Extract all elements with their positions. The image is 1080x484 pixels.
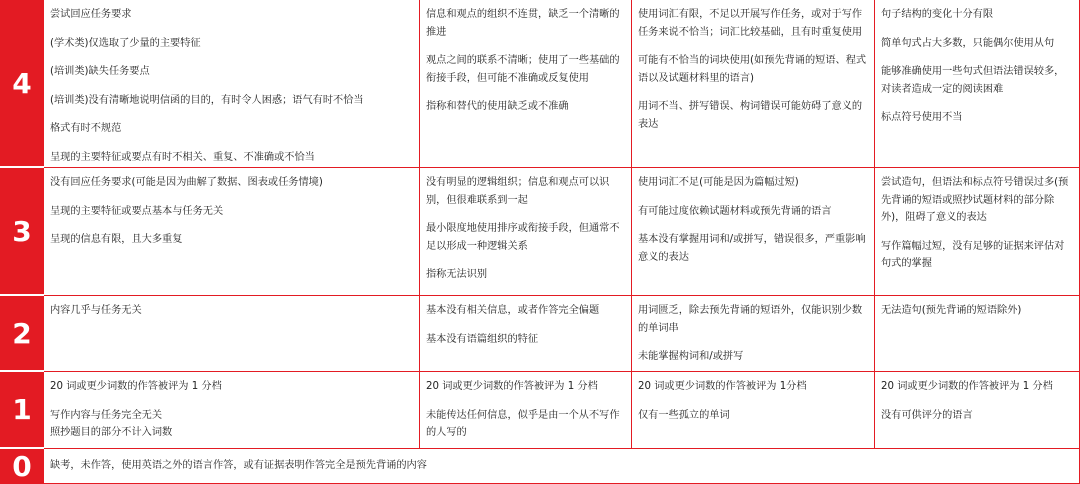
criteria-cell: [875, 168, 1080, 296]
descriptor-text: 信息和观点的组织不连贯，缺乏一个清晰的推进: [426, 9, 620, 38]
descriptor-text: 仅有一些孤立的单词: [638, 409, 730, 421]
descriptor-text: 能够准确使用一些句式但语法错误较多，对读者造成一定的阅读困难: [881, 66, 1065, 95]
descriptor-text: 基本没有掌握用词和/或拼写，错误很多，严重影响意义的表达: [638, 234, 866, 263]
criteria-cell: [44, 372, 420, 449]
descriptor-text: 标点符号使用不当: [881, 112, 963, 123]
descriptor-text: 使用词汇不足(可能是因为篇幅过短): [638, 177, 799, 188]
criteria-cell: [44, 168, 420, 296]
band-score-2: 2: [0, 296, 44, 372]
descriptor-text: 简单句式占大多数，只能偶尔使用从句: [881, 37, 1055, 49]
descriptor-text: 使用词汇有限，不足以开展写作任务，或对于写作任务来说不恰当；词汇比较基础，且有时重复使用: [638, 9, 863, 38]
band-score-4: 4: [0, 0, 44, 168]
descriptor-text: 没有回应任务要求(可能是因为曲解了数据、图表或任务情境): [50, 177, 323, 188]
descriptor-text: 指称无法识别: [426, 269, 488, 280]
band-score-0: 0: [0, 449, 44, 484]
descriptor-text: (培训类)缺失任务要点: [50, 66, 150, 77]
descriptor-text: 可能有不恰当的词块使用(如预先背诵的短语、程式语以及试题材料里的语言): [638, 55, 867, 84]
descriptor-text: 基本没有语篇组织的特征: [426, 333, 539, 345]
band-score-1: 1: [0, 372, 44, 449]
band-score-3: 3: [0, 168, 44, 296]
descriptor-text: 格式有时不规范: [50, 123, 122, 134]
criteria-cell: [875, 372, 1080, 449]
descriptor-text: 呈现的主要特征或要点有时不相关、重复、不准确或不恰当: [50, 151, 315, 163]
criteria-cell: [420, 296, 632, 372]
descriptor-text: (培训类)没有清晰地说明信函的目的，有时令人困惑；语气有时不恰当: [50, 94, 364, 106]
criteria-cell: [420, 0, 632, 168]
descriptor-text: 有可能过度依赖试题材料或预先背诵的语言: [638, 205, 832, 217]
criteria-cell: [420, 372, 632, 449]
descriptor-text: 观点之间的联系不清晰；使用了一些基础的衔接手段，但可能不准确或反复使用: [426, 55, 620, 84]
criteria-cell: [44, 0, 420, 168]
criteria-cell: [875, 0, 1080, 168]
descriptor-text: 没有明显的逻辑组织；信息和观点可以识别，但很难联系到一起: [426, 177, 610, 206]
criteria-cell: [875, 296, 1080, 372]
criteria-cell-zero: [44, 449, 1080, 484]
descriptor-text: 未能掌握构词和/或拼写: [638, 351, 744, 362]
descriptor-text: 写作内容与任务完全无关 照抄题目的部分不计入词数: [50, 409, 173, 438]
descriptor-text: 未能传达任何信息，似乎是由一个从不写作的人写的: [426, 409, 620, 438]
descriptor-text: 缺考，未作答，使用英语之外的语言作答，或有证据表明作答完全是预先背诵的内容: [50, 460, 427, 471]
descriptor-text: 20 词或更少词数的作答被评为 1分档: [638, 381, 807, 392]
descriptor-text: 用词匮乏，除去预先背诵的短语外，仅能识别少数的单词串: [638, 305, 863, 334]
descriptor-text: 20 词或更少词数的作答被评为 1 分档: [881, 381, 1053, 392]
descriptor-text: 句子结构的变化十分有限: [881, 9, 994, 20]
descriptor-text: 没有可供评分的语言: [881, 409, 973, 421]
descriptor-text: 无法造句(预先背诵的短语除外): [881, 305, 1022, 316]
descriptor-text: 20 词或更少词数的作答被评为 1 分档: [426, 381, 598, 392]
criteria-cell: [632, 168, 875, 296]
descriptor-text: 尝试回应任务要求: [50, 9, 132, 20]
descriptor-text: 写作篇幅过短，没有足够的证据来评估对句式的掌握: [881, 240, 1065, 269]
criteria-cell: [44, 296, 420, 372]
descriptor-text: 基本没有相关信息，或者作答完全偏题: [426, 305, 600, 316]
descriptor-text: 20 词或更少词数的作答被评为 1 分档: [50, 381, 222, 392]
criteria-cell: [420, 168, 632, 296]
descriptor-text: 尝试造句，但语法和标点符号错误过多(预先背诵的短语或照抄试题材料的部分除外)，阻碍了意义的表达: [881, 177, 1069, 223]
criteria-cell: [632, 296, 875, 372]
descriptor-text: 呈现的主要特征或要点基本与任务无关: [50, 205, 224, 217]
descriptor-text: 用词不当、拼写错误、构词错误可能妨碍了意义的表达: [638, 101, 863, 130]
descriptor-text: 最小限度地使用排序或衔接手段，但通常不足以形成一种逻辑关系: [426, 223, 620, 252]
descriptor-text: 呈现的信息有限，且大多重复: [50, 234, 183, 245]
descriptor-text: 内容几乎与任务无关: [50, 305, 142, 316]
descriptor-text: (学术类)仅选取了少量的主要特征: [50, 37, 201, 49]
criteria-cell: [632, 0, 875, 168]
criteria-cell: [632, 372, 875, 449]
descriptor-text: 指称和替代的使用缺乏或不准确: [426, 101, 569, 112]
